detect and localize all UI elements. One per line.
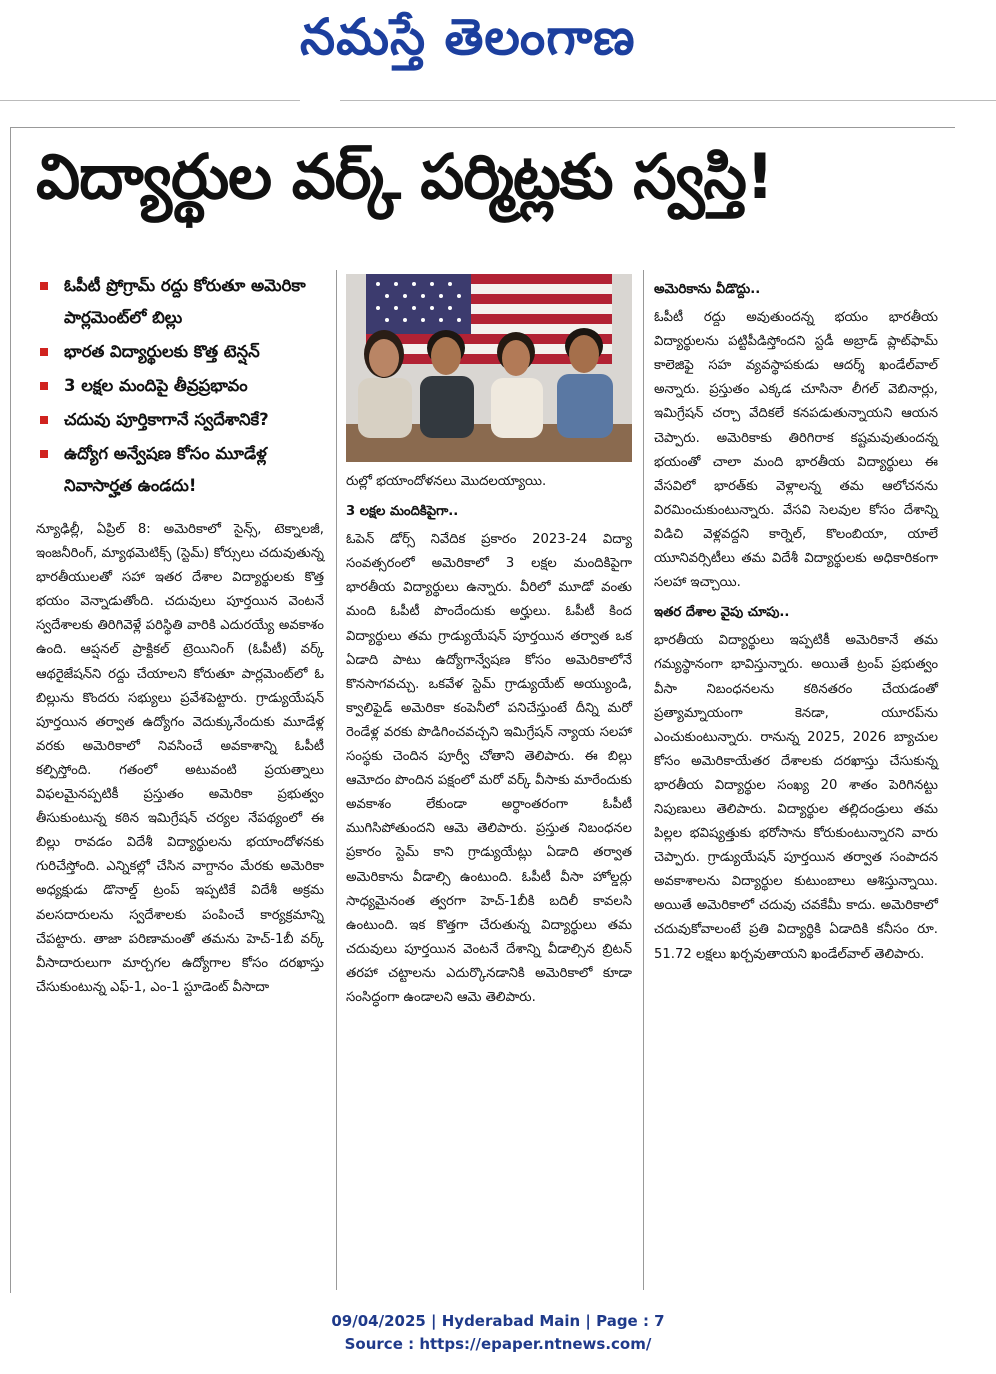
highlight-item: చదువు పూర్తికాగానే స్వదేశానికే? (36, 404, 336, 436)
column-divider (643, 270, 644, 1290)
subheading: అమెరికాను వీడొద్దు.. (654, 282, 761, 297)
bullet-icon (40, 416, 48, 424)
article-column-2 (346, 470, 632, 1014)
paragraph: ఓపెన్ డోర్స్ నివేదిక ప్రకారం 2023-24 విద్యా సంవత్సరంలో అమెరికాలో 3 లక్షల మందికిపైగా భారతీయ విద్యార్థులు ఉన్నారు. వీరిలో మూడో వంతు మంది ఓపీటీ పొందేందుకు అర్హులు. ఓపీటీ కింద విద్యార్థులు తమ గ్రాడ్యుయేషన్ పూర్తయిన తర్వాత ఒక ఏడాది పాటు ఉద్యోగాన్వేషణ కోసం అమెరికాలోనే కొనసాగవచ్చు. ఒకవేళ స్టెమ్ గ్రాడ్యుయేట్ అయ్యుండి, క్వాలిఫైడ్ అమెరికా కంపెనీలో పనిచేస్తుంటే దీన్ని మరో రెండేళ్ల వరకు పొడిగించవచ్చని ఇమిగ్రేషన్ న్యాయ సలహా సంస్థకు చెందిన పూర్వీ చోతాని తెలిపారు. ఈ బిల్లు ఆమోదం పొందిన పక్షంలో మరో వర్క్ వీసాకు మారేందుకు అవకాశం లేకుండా అర్థాంతరంగా ఓపీటీ ముగిసిపోతుందని ఆమె తెలిపారు. ప్రస్తుత నిబంధనల ప్రకారం స్టెమ్ కాని గ్రాడ్యుయేట్లు ఏడాది తర్వాత అమెరికాను వీడాల్సి ఉంటుంది. ఓపీటీ వీసా హోల్డర్లు సాధ్యమైనంత త్వరగా హెచ్-1బీకి బదిలీ కావలసి ఉంటుంది. ఇక కొత్తగా చేరుతున్న విద్యార్థులు తమ చదువులు పూర్తయిన వెంటనే దేశాన్ని వీడాల్సిన బ్రిటన్ తరహా చట్టాలను ఎదుర్కొనడానికి అమెరికాలో కూడా సంసిద్ధంగా ఉండాలని ఆమె తెలిపారు. (346, 532, 632, 1005)
paragraph: న్యూఢిల్లీ, ఏప్రిల్ 8: అమెరికాలో సైన్స్, టెక్నాలజీ, ఇంజనీరింగ్, మ్యాథమెటిక్స్ (స్టెమ్) కోర్సులు చదువుతున్న భారతీయులతో సహా ఇతర దేశాల విద్యార్థులకు కొత్త భయం వెన్నాడుతోంది. చదువులు పూర్తయిన వెంటనే స్వదేశాలకు తిరిగివెళ్లే పరిస్థితి వారికి ఎదురయ్యే అవకాశం ఉంది. ఆప్షనల్ ప్రాక్టికల్ ట్రెయినింగ్ (ఓపీటీ) వర్క్ ఆథరైజేషన్‌ని రద్దు చేయాలని కోరుతూ పార్లమెంట్‌లో ఓ బిల్లును కొందరు సభ్యులు ప్రవేశపెట్టారు. గ్రాడ్యుయేషన్ పూర్తయిన తర్వాత ఉద్యోగం వెదుక్కునేందుకు మూడేళ్ల వరకు అమెరికాలో నివసించే అవకాశాన్ని ఓపీటీ కల్పిస్తోంది. గతంలో అటువంటి ప్రయత్నాలు విఫలమైనప్పటికీ ప్రస్తుతం అమెరికా ప్రభుత్వం తీసుకుంటున్న కఠిన ఇమిగ్రేషన్ చర్యల నేపథ్యంలో ఈ బిల్లు రావడం విదేశీ విద్యార్థులను భయాందోళనకు గురిచేస్తోంది. ఎన్నికల్లో చేసిన వాగ్దానం మేరకు అమెరికా అధ్యక్షుడు డొనాల్డ్ ట్రంప్ ఇప్పటికే విదేశీ అక్రమ వలసదారులను స్వదేశాలకు పంపించే కార్యక్రమాన్ని చేపట్టారు. తాజా పరిణామంతో తమను హెచ్-1బీ వర్క్ వీసాదారులుగా మార్చగల ఉద్యోగాల కోసం దరఖాస్తు చేసుకుంటున్న ఎఫ్-1, ఎం-1 స్టూడెంట్ వీసాదా (36, 522, 324, 995)
paragraph: రుల్లో భయాందోళనలు మొదలయ్యాయి. (346, 474, 547, 489)
bullet-icon (40, 382, 48, 390)
highlight-item: ఉద్యోగ అన్వేషణ కోసం మూడేళ్ల నివాసార్హత ఉండదు! (36, 438, 336, 502)
subheading: 3 లక్షల మందికిపైగా.. (346, 504, 459, 520)
article-photo (346, 274, 632, 462)
paragraph: భారతీయ విద్యార్థులు ఇప్పటికీ అమెరికానే తమ గమ్యస్థానంగా భావిస్తున్నారు. అయితే ట్రంప్ ప్రభుత్వం వీసా నిబంధనలను కఠినతరం చేయడంతో ప్రత్యామ్నాయంగా కెనడా, యూరప్‌ను ఎంచుకుంటున్నారు. రానున్న 2025, 2026 బ్యాచుల కోసం అమెరికాయేతర దేశాలకు దరఖాస్తు చేసుకున్న భారతీయ విద్యార్థుల సంఖ్య 20 శాతం పెరిగినట్టు నిపుణులు తెలిపారు. విద్యార్థుల తల్లిదండ్రులు తమ పిల్లల భవిష్యత్తుకు భరోసాను కోరుకుంటున్నారని వారు చెప్పారు. గ్రాడ్యుయేషన్ పూర్తయిన తర్వాత సంపాదన అవకాశాలను విద్యార్థుల కుటుంబాలు ఆశిస్తున్నాయి. అయితే అమెరికాలో చదువు చవకేమీ కాదు. అమెరికాలో చదువుకోవాలంటే ప్రతి విద్యార్థికి ఏడాదికి కనీసం రూ. 51.72 లక్షలు ఖర్చవుతాయని ఖండేల్‌వాల్ తెలిపారు. (654, 633, 938, 962)
students-flag-photo (346, 274, 632, 462)
masthead (0, 0, 996, 100)
article-headline: విద్యార్థుల వర్క్ పర్మిట్లకు స్వస్తి! (36, 140, 774, 213)
masthead-rule-right (340, 100, 996, 101)
column-divider (336, 270, 337, 1290)
paragraph: ఓపీటీ రద్దు అవుతుందన్న భయం భారతీయ విద్యార్థులను పట్టిపీడిస్తోందని స్టడీ అబ్రాడ్ ప్లాట్‌ఫామ్ కాలెజిఫై సహ వ్యవస్థాపకుడు ఆదర్శ్ ఖండేల్‌వాల్ అన్నారు. ప్రస్తుతం ఎక్కడ చూసినా లీగల్ వెబినార్లు, ఇమిగ్రేషన్ చర్చా వేదికలే కనపడుతున్నాయని ఆయన చెప్పారు. అమెరికాకు తిరిగిరాక కష్టమవుతుందన్న భయంతో చాలా మంది భారతీయ విద్యార్థులు ఈ వేసవిలో భారత్‌కు వెళ్లాలన్న తమ ఆలోచనను విరమించుకుంటున్నారు. వేసవి సెలవుల కోసం దేశాన్ని విడిచి వెళ్లవద్దని కార్నెల్, కొలంబియా, యాలే యూనివర్సిటీలు తమ విదేశీ విద్యార్థులకు అధికారికంగా సలహా ఇచ్చాయి. (654, 310, 938, 591)
footer-source: Source : https://epaper.ntnews.com/ (344, 1335, 652, 1353)
subheading: ఇతర దేశాల వైపు చూపు.. (654, 605, 790, 621)
highlight-item: భారత విద్యార్థులకు కొత్త టెన్షన్ (36, 336, 336, 368)
newspaper-logo: నమస్తే తెలంగాణ (300, 8, 636, 66)
footer-date-edition: 09/04/2025 | Hyderabad Main | Page : 7 (331, 1312, 665, 1330)
bullet-icon (40, 450, 48, 458)
article-column-3 (654, 278, 938, 971)
article-column-1 (36, 518, 324, 1004)
highlights-list (36, 270, 336, 504)
highlight-item: ఓపీటీ ప్రోగ్రామ్ రద్దు కోరుతూ అమెరికా పార్లమెంట్‌లో బిల్లు (36, 270, 336, 334)
highlight-item: 3 లక్షల మందిపై తీవ్రప్రభావం (36, 370, 336, 402)
bullet-icon (40, 282, 48, 290)
masthead-rule-left (0, 100, 300, 101)
bullet-icon (40, 348, 48, 356)
